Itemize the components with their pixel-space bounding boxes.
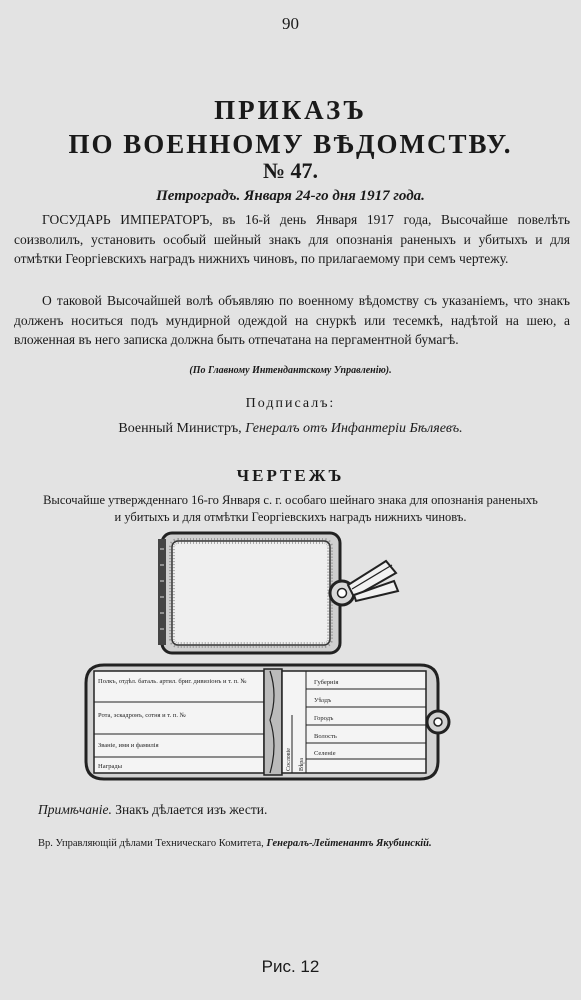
paragraph-2 bbox=[14, 291, 570, 350]
source-note: (По Главному Интендантскому Управленію). bbox=[189, 365, 392, 376]
signoff bbox=[38, 838, 568, 849]
figure-caption: Рис. 12 bbox=[261, 957, 320, 976]
order-number: № 47. bbox=[262, 158, 319, 183]
open-tag-illustration bbox=[86, 665, 449, 779]
order-title: ПРИКАЗЪ bbox=[214, 95, 367, 125]
minister-title: Военный Министръ, bbox=[118, 421, 242, 436]
form-left-row1: Полкъ, отдѣл. баталь. артил. бриг. дивизіонъ и т. п. № bbox=[98, 678, 247, 685]
form-right-row5: Селеніе bbox=[314, 750, 336, 757]
form-vertical-label2: Сословіе bbox=[286, 748, 292, 771]
minister-signature bbox=[0, 421, 581, 437]
paragraph-1-text: ГОСУДАРЬ ИМПЕРАТОРЪ, въ 16-й день Января 1917 года, Высочайше повелѣть соизволилъ, установить особый шейный знакъ для опознанія раненыхъ и убитыхъ и для отмѣтки Георгіевскихъ наградъ нижнихъ чиновъ, по прилагаемому при семъ чертежу. bbox=[14, 212, 570, 266]
note-text: Знакъ дѣлается изъ жести. bbox=[115, 802, 268, 817]
signoff-name: Генералъ-Лейтенантъ Якубинскій. bbox=[266, 838, 432, 849]
paragraph-2-text: О таковой Высочайшей волѣ объявляю по военному вѣдомству съ указаніемъ, что знакъ долженъ носиться подъ мундирной одеждой на снуркѣ или тесемкѣ, надѣтой на шею, а вложенная въ него записка должна быть отпечатана на пергаментной бумагѣ. bbox=[14, 293, 570, 347]
form-left-row4: Награды bbox=[98, 763, 123, 770]
dateline: Петроградъ. Января 24-го дня 1917 года. bbox=[156, 188, 425, 204]
drawing-subtitle: Высочайше утвержденнаго 16-го Января с. г. особаго шейнаго знака для опознанія раненыхъ и убитыхъ и для отмѣтки Георгіевскихъ наградъ нижнихъ чиновъ. bbox=[43, 493, 538, 524]
form-right-row3: Городъ bbox=[314, 715, 334, 722]
drawing-title: ЧЕРТЕЖЪ bbox=[236, 466, 345, 485]
signoff-role: Вр. Управляющій дѣлами Техническаго Комитета, bbox=[38, 838, 264, 849]
page-number: 90 bbox=[282, 14, 299, 33]
form-vertical-label1: Вѣра bbox=[299, 758, 305, 771]
signed-label: Подписалъ: bbox=[245, 396, 336, 411]
closed-tag-illustration bbox=[158, 533, 398, 653]
note-label: Примѣчаніе. bbox=[38, 802, 112, 817]
form-right-row4: Волость bbox=[314, 733, 337, 740]
paragraph-1 bbox=[14, 210, 570, 269]
form-left-row3: Званіе, имя и фамилія bbox=[98, 742, 159, 749]
note bbox=[38, 802, 558, 818]
order-department: ПО ВОЕННОМУ ВѢДОМСТВУ. bbox=[68, 129, 513, 159]
form-right-row1: Губернія bbox=[314, 679, 339, 686]
tag-drawing bbox=[60, 525, 560, 800]
form-left-row2: Рота, эскадронъ, сотня и т. п. № bbox=[98, 712, 186, 719]
form-right-row2: Уѣздъ bbox=[314, 697, 332, 704]
minister-name: Генералъ отъ Инфантеріи Бѣляевъ. bbox=[245, 421, 463, 436]
